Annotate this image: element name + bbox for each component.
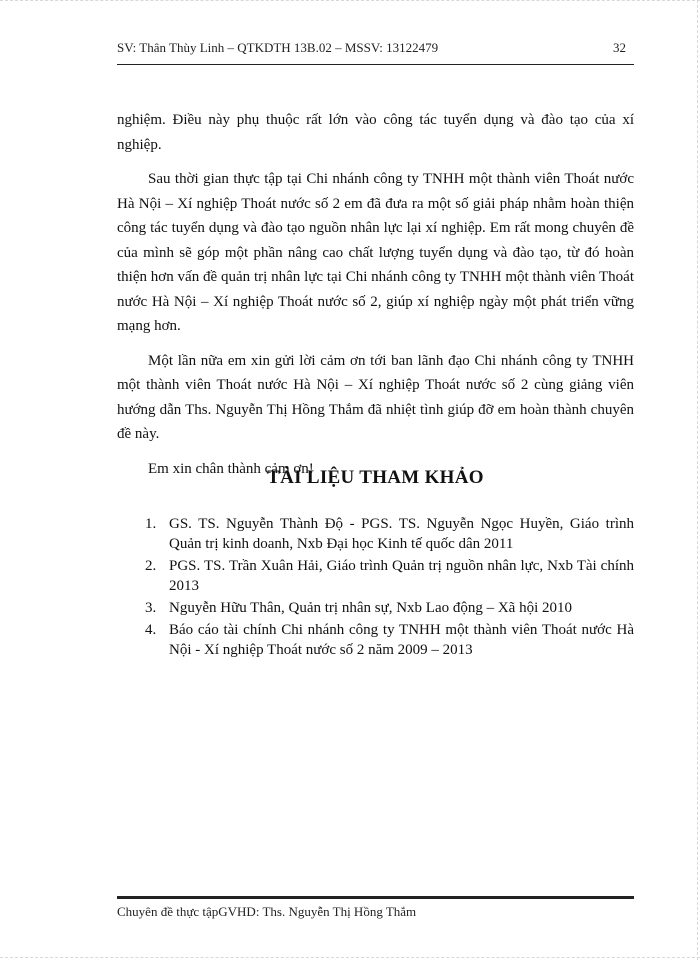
page-header xyxy=(117,40,634,62)
reference-text: Nguyễn Hữu Thân, Quản trị nhân sự, Nxb Lao động – Xã hội 2010 xyxy=(169,600,573,616)
reference-number: 4. xyxy=(145,622,157,638)
reference-text: GS. TS. Nguyễn Thành Độ - PGS. TS. Nguyễn Ngọc Huyền, Giáo trình Quản trị kinh doanh, Nxb Đại học Kinh tế quốc dân 2011 xyxy=(169,516,634,552)
reference-number: 2. xyxy=(145,558,157,574)
body-paragraph: Em xin chân thành cảm ơn! xyxy=(148,460,314,477)
references-title: TÀI LIỆU THAM KHẢO xyxy=(267,467,484,488)
page-edge-right xyxy=(697,0,698,960)
reference-item xyxy=(145,556,634,596)
reference-text: PGS. TS. Trần Xuân Hải, Giáo trình Quản trị nguồn nhân lực, Nxb Tài chính 2013 xyxy=(169,558,634,594)
header-student-info: SV: Thân Thùy Linh – QTKDTH 13B.02 – MSSV: 13122479 xyxy=(117,40,439,55)
page-edge-top xyxy=(0,0,700,1)
references-list xyxy=(145,514,634,662)
body-text xyxy=(117,108,634,491)
reference-item xyxy=(145,620,634,660)
reference-number: 1. xyxy=(145,516,157,532)
reference-text: Báo cáo tài chính Chi nhánh công ty TNHH một thành viên Thoát nước Hà Nội - Xí nghiệp Thoát nước số 2 năm 2009 – 2013 xyxy=(169,622,634,658)
reference-number: 3. xyxy=(145,600,157,616)
reference-item xyxy=(145,514,634,554)
footer-divider xyxy=(117,896,634,899)
header-page-number: 32 xyxy=(613,40,626,55)
body-paragraph: Một lần nữa em xin gửi lời cảm ơn tới ban lãnh đạo Chi nhánh công ty TNHH một thành viên Thoát nước Hà Nội – Xí nghiệp Thoát nước số 2 cùng giảng viên hướng dẫn Ths. Nguyễn Thị Hồng Thắm đã nhiệt tình giúp đỡ em hoàn thành chuyên đề này. xyxy=(117,352,634,442)
page-footer: Chuyên đề thực tậpGVHD: Ths. Nguyễn Thị Hồng Thắm xyxy=(117,904,417,919)
reference-item xyxy=(145,598,634,618)
body-paragraph: Sau thời gian thực tập tại Chi nhánh công ty TNHH một thành viên Thoát nước Hà Nội – Xí nghiệp Thoát nước số 2 em đã đưa ra một số giải pháp nhằm hoàn thiện công tác tuyển dụng và đào tạo nguồn nhân lực lại xí nghiệp. Em rất mong chuyên đề của mình sẽ góp một phần nâng cao chất lượng tuyển dụng và đào tạo, từ đó hoàn thiện hơn vấn đề quản trị nhân lực tại Chi nhánh công ty TNHH một thành viên Thoát nước Hà Nội – Xí nghiệp Thoát nước số 2, giúp xí nghiệp ngày một phát triển vững mạng hơn. xyxy=(117,171,634,334)
header-divider xyxy=(117,64,634,65)
body-paragraph: nghiệm. Điều này phụ thuộc rất lớn vào công tác tuyển dụng và đào tạo của xí nghiệp. xyxy=(117,112,634,153)
page-edge-bottom xyxy=(0,957,700,958)
